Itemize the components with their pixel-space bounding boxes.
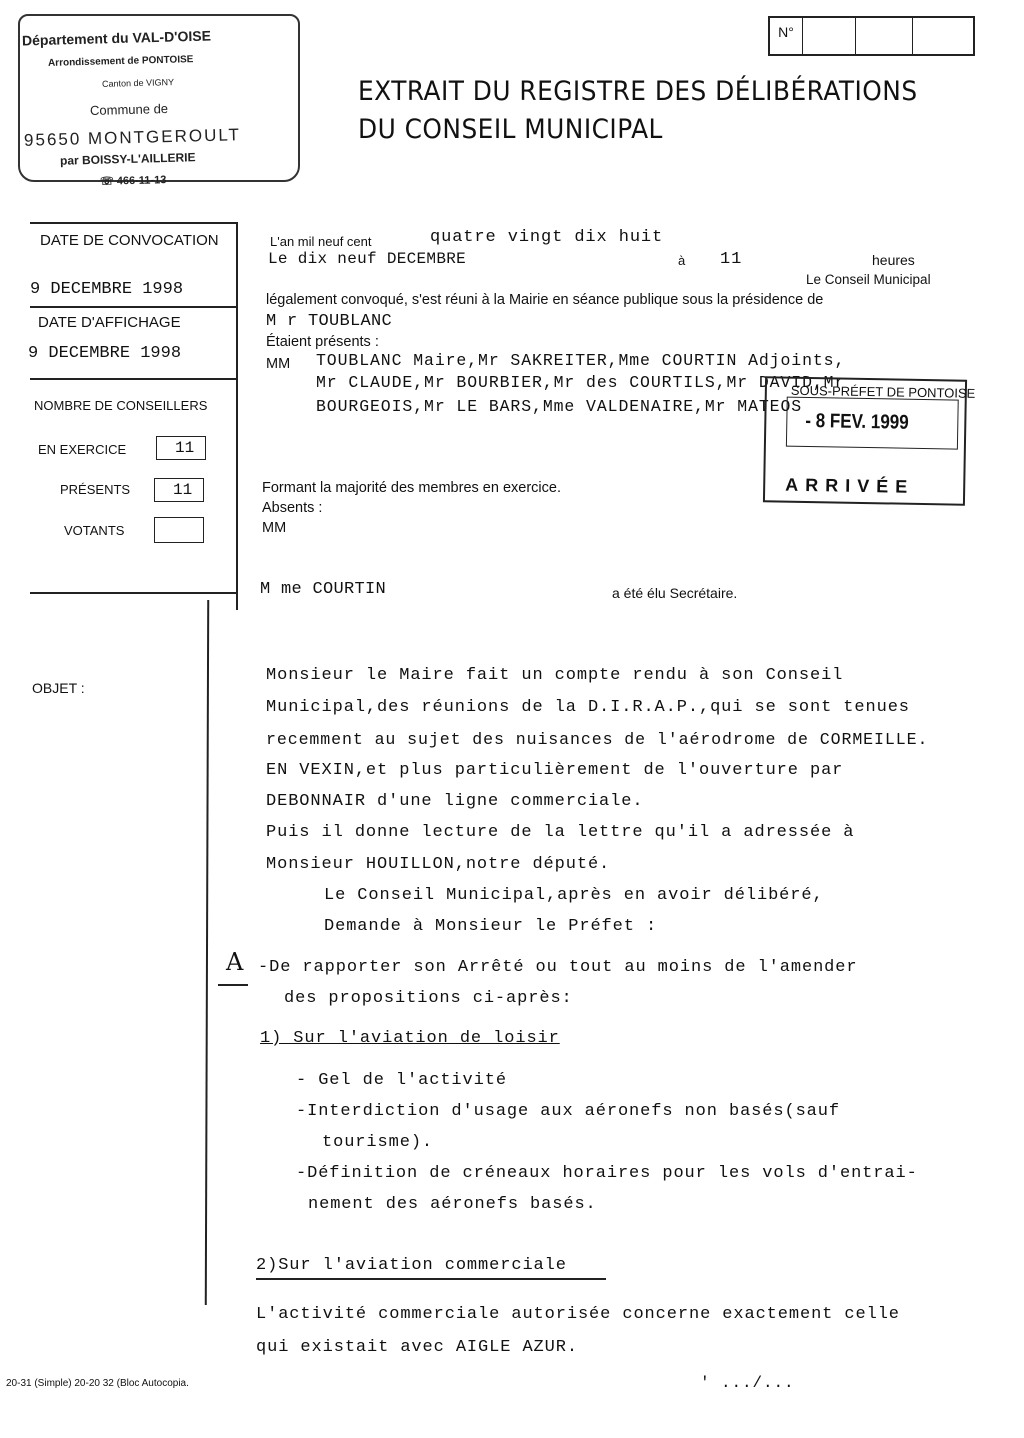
convocation-label: DATE DE CONVOCATION (40, 232, 219, 249)
secretaire-printed: a été élu Secrétaire. (612, 585, 738, 601)
stamp-commune-name: 95650 MONTGEROULT (23, 125, 242, 150)
arrival-stamp-authority: SOUS-PRÉFET DE PONTOISE (790, 382, 976, 401)
formant-printed: Formant la majorité des membres en exercice. (262, 480, 561, 496)
stamp-canton: Canton de VIGNY (101, 77, 175, 89)
body-p1-line6: Puis il donne lecture de la lettre qu'il a adressée à (266, 823, 855, 842)
body-p1-line1: Monsieur le Maire fait un compte rendu à son Conseil (266, 666, 844, 685)
an-typed: quatre vingt dix huit (430, 228, 664, 247)
margin-mark-underline (218, 984, 248, 986)
presents-printed: Étaient présents : (266, 334, 379, 350)
number-cell (913, 18, 973, 54)
body-p1-line5: DEBONNAIR d'une ligne commerciale. (266, 792, 644, 811)
conseil-printed: Le Conseil Municipal (806, 272, 931, 287)
sidebar-rule (30, 306, 238, 308)
presents-box (154, 478, 204, 502)
register-number-box (768, 16, 975, 56)
hour-typed: 11 (720, 250, 743, 269)
arrival-stamp-label: ARRIVÉE (785, 474, 915, 497)
president-typed: M r TOUBLANC (266, 312, 393, 331)
convocation-date: 9 DECEMBRE 1998 (30, 280, 184, 299)
section-2-title-underline (256, 1278, 606, 1280)
exercice-box (156, 436, 206, 460)
presents-line-1: TOUBLANC Maire,Mr SAKREITER,Mme COURTIN Adjoints, (316, 351, 846, 370)
document-title-line1: EXTRAIT DU REGISTRE DES DÉLIBÉRATIONS (358, 76, 918, 107)
sidebar-rule (30, 592, 238, 594)
arrival-stamp (763, 376, 976, 506)
body-p1-line3: recemment au sujet des nuisances de l'aérodrome de CORMEILLE. (266, 730, 929, 749)
le-typed: Le dix neuf DECEMBRE (268, 250, 467, 268)
body-p1-line2: Municipal,des réunions de la D.I.R.A.P.,qui se sont tenues (266, 698, 910, 717)
sidebar-top-rule (30, 222, 238, 224)
presents-line-3: BOURGEOIS,Mr LE BARS,Mme VALDENAIRE,Mr MATEOS (316, 397, 803, 416)
stamp-department: Département du VAL-D'OISE (21, 27, 212, 49)
secretaire-typed: M me COURTIN (260, 580, 387, 599)
affichage-label: DATE D'AFFICHAGE (38, 314, 181, 331)
stamp-phone: ☏ 466-11-13 (99, 174, 167, 188)
absents-mm: MM (262, 520, 287, 536)
arrival-stamp-date-box (786, 397, 959, 450)
section-a-line1: -De rapporter son Arrêté ou tout au moins de l'amender (258, 958, 858, 977)
exercice-label: EN EXERCICE (38, 442, 127, 457)
body-p1-line7: Monsieur HOUILLON,notre député. (266, 855, 611, 874)
presents-line-2: Mr CLAUDE,Mr BOURBIER,Mr des COURTILS,Mr DAVID,Mr (316, 373, 846, 392)
a-printed: à (678, 253, 686, 268)
votants-box (154, 517, 204, 543)
stamp-arrondissement: Arrondissement de PONTOISE (47, 54, 194, 69)
section-a-line2: des propositions ci-après: (284, 989, 573, 1008)
exercice-value: 11 (175, 439, 195, 457)
body-p2-line1: Le Conseil Municipal,après en avoir délibéré, (324, 886, 824, 905)
section-1-bullet-3-line2: nement des aéronefs basés. (308, 1195, 597, 1214)
number-label-cell (770, 18, 803, 54)
objet-label: OBJET : (32, 680, 85, 696)
section-1-title: 1) Sur l'aviation de loisir (260, 1029, 560, 1048)
section-2-title: 2)Sur l'aviation commerciale (256, 1256, 567, 1275)
number-cell (856, 18, 913, 54)
section-1-bullet-2-line1: -Interdiction d'usage aux aéronefs non basés(sauf (296, 1102, 840, 1121)
presents-value: 11 (173, 481, 193, 499)
sidebar-rule (30, 378, 238, 380)
presents-count-label: PRÉSENTS (60, 482, 131, 497)
stamp-commune-label: Commune de (89, 100, 169, 119)
section-1-bullet-1: - Gel de l'activité (296, 1071, 507, 1090)
number-label: N° (778, 24, 794, 40)
an-printed: L'an mil neuf cent (270, 234, 372, 249)
commune-stamp (18, 14, 300, 188)
section-2-line2: qui existait avec AIGLE AZUR. (256, 1338, 578, 1357)
arrival-stamp-date: - 8 FEV. 1999 (805, 409, 909, 434)
stamp-postal: par BOISSY-L'AILLERIE (59, 150, 196, 168)
document-title-line2: DU CONSEIL MUNICIPAL (358, 114, 663, 145)
number-cell (803, 18, 856, 54)
votants-label: VOTANTS (64, 523, 125, 538)
convoque-printed: légalement convoqué, s'est réuni à la Mairie en séance publique sous la présidence de (266, 292, 824, 308)
absents-printed: Absents : (262, 500, 323, 516)
body-p1-line4: EN VEXIN,et plus particulièrement de l'ouverture par (266, 761, 844, 780)
affichage-date: 9 DECEMBRE 1998 (28, 344, 182, 363)
sidebar-vertical-rule (236, 222, 238, 610)
form-reference: 20-31 (Simple) 20-20 32 (Bloc Autocopia. (6, 1378, 189, 1389)
body-p2-line2: Demande à Monsieur le Préfet : (324, 917, 658, 936)
section-1-bullet-3-line1: -Définition de créneaux horaires pour les vols d'entrai- (296, 1164, 918, 1183)
section-2-line1: L'activité commerciale autorisée concerne exactement celle (256, 1305, 900, 1324)
heures-printed: heures (872, 252, 915, 268)
conseillers-label: NOMBRE DE CONSEILLERS (34, 398, 208, 413)
mm-printed: MM (266, 356, 291, 372)
margin-mark-a: A (226, 948, 244, 976)
continued-mark: ' .../... (700, 1374, 795, 1392)
section-1-bullet-2-line2: tourisme). (322, 1133, 434, 1152)
sidebar-vertical-rule-lower (205, 600, 209, 1305)
